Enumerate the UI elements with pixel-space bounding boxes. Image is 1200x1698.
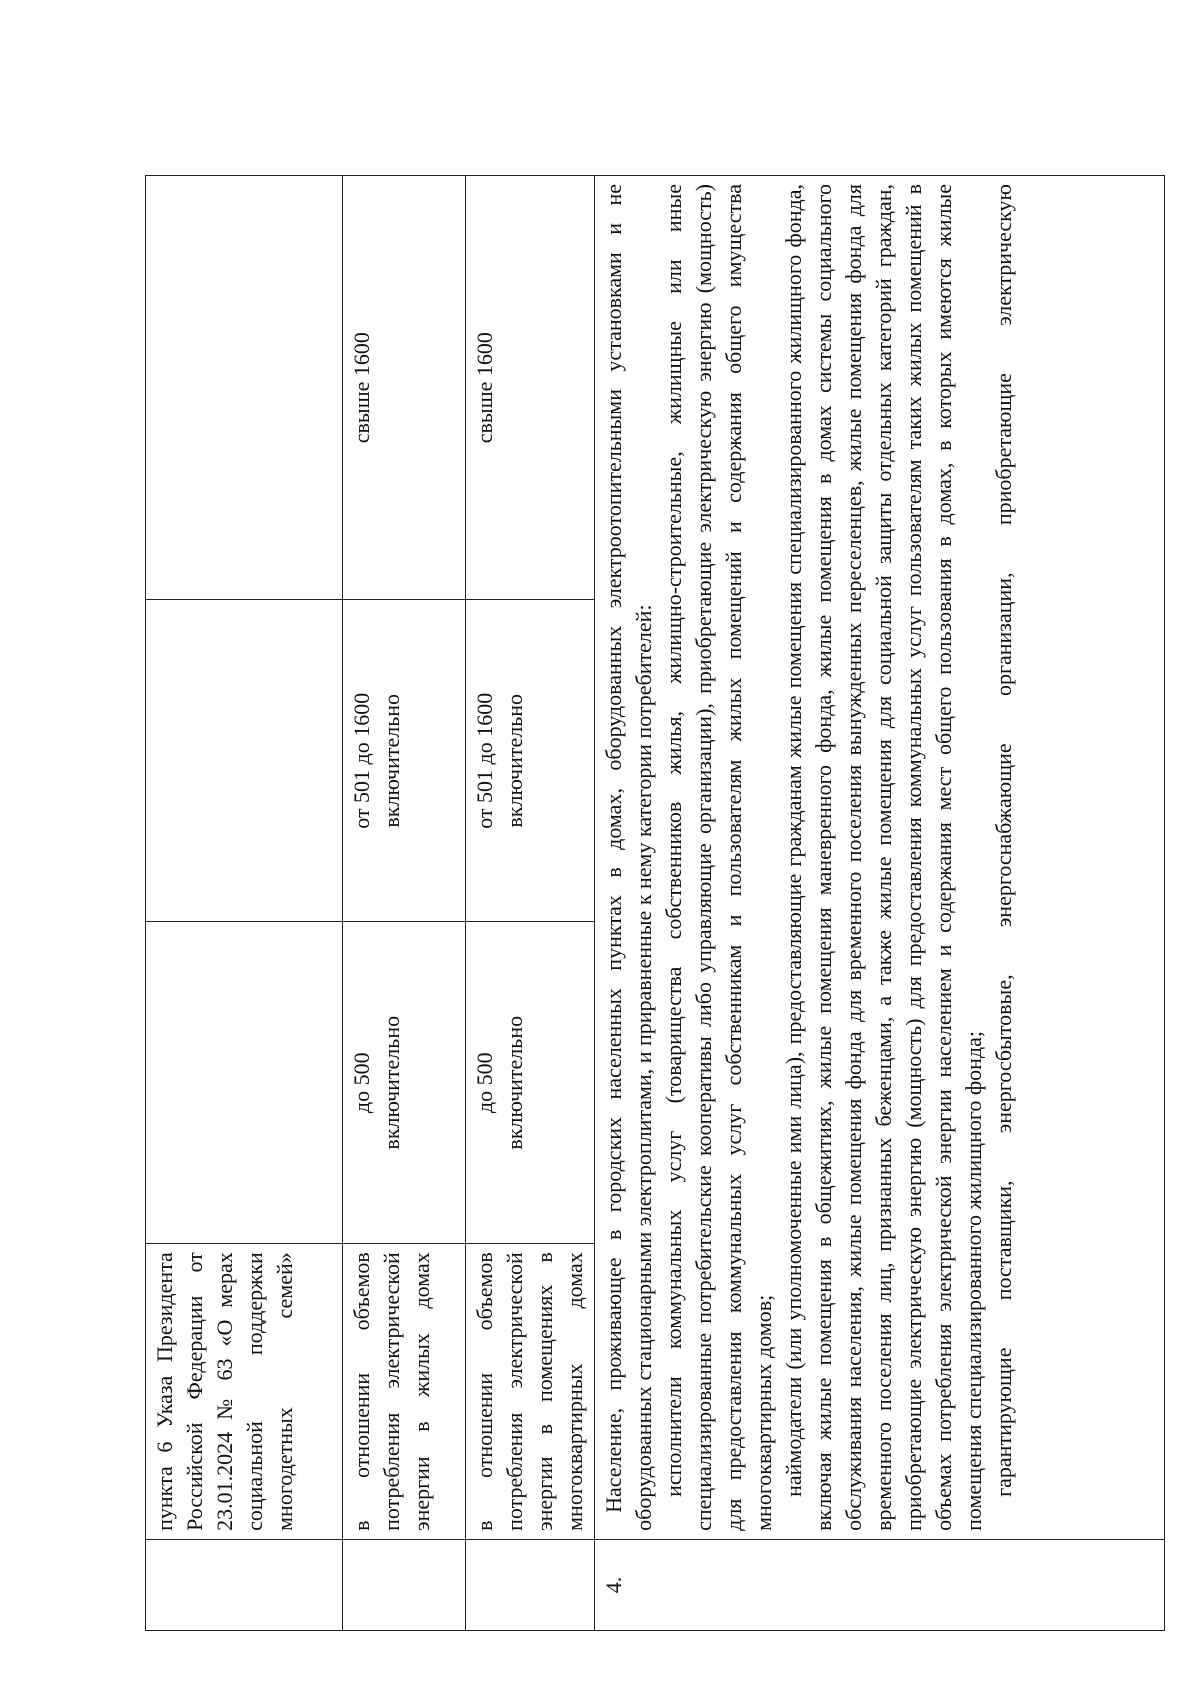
tariff-table [145, 175, 1165, 1631]
value-cell [466, 922, 595, 1244]
value-cell [146, 176, 343, 600]
value-line: до 500 [349, 1052, 374, 1114]
value-cell [343, 922, 466, 1244]
row-number: 4. [595, 1539, 1165, 1630]
description-text: в отношении объемов потребления электрической энергии в жилых домах [349, 1252, 434, 1531]
value-line: включительно [379, 693, 404, 828]
value-cell [343, 600, 466, 922]
value-line: свыше 1600 [472, 332, 497, 444]
paragraph: Население, проживающее в городских населенных пунктах в домах, оборудованных электроотопительными установками и не оборудованных стационарными электроплитами, и приравненные к нему категории потребителей: [601, 184, 656, 1531]
value-line: до 500 [472, 1052, 497, 1114]
value-line: свыше 1600 [349, 332, 374, 444]
paragraph: наймодатели (или уполномоченные ими лица), предоставляющие гражданам жилые помещения специализированного жилищного фонда, включая жилые помещения в общежитиях, жилые помещения маневренного фонда, жилые помещения в домах системы социального обслуживания населения, жилые помещения фонда для временного поселения вынужденных переселенцев, жилые помещения фонда для временного поселения лиц, признанных беженцами, а также жилые помещения для социальной защиты отдельных категорий граждан, приобретающие электрическую энергию (мощность) для предоставления коммунальных услуг пользователям таких жилых помещений в объемах потребления электрической энергии населением и содержания мест общего пользования в домах, в которых имеются жилые помещения специализированного жилищного фонда; [781, 184, 986, 1531]
row-4-text [595, 176, 1165, 1540]
value-line: от 501 до 1600 [472, 692, 497, 829]
row-description [343, 1244, 466, 1540]
value-cell [146, 600, 343, 922]
table-row [466, 176, 595, 1631]
table-row [343, 176, 466, 1631]
table-row [595, 176, 1165, 1631]
value-line: включительно [379, 1015, 404, 1150]
description-text: пункта 6 Указа Президента Российской Федерации от 23.01.2024 № 63 «О мерах социальной поддержки многодетных семей» [152, 1252, 297, 1531]
paragraph: гарантирующие поставщики, энергосбытовые, энергоснабжающие организации, приобретающие электрическую [991, 184, 1016, 1497]
value-cell [146, 922, 343, 1244]
row-description [466, 1244, 595, 1540]
number-cell [343, 1539, 466, 1630]
value-cell [343, 176, 466, 600]
row-description [146, 1244, 343, 1540]
number-cell [466, 1539, 595, 1630]
paragraph: исполнители коммунальных услуг (товарищества собственников жилья, жилищно-строительные, жилищные или иные специализированные потребительские кооперативы либо управляющие организации), приобретающие электрическую энергию (мощность) для предоставления коммунальных услуг собственникам и пользователям жилых помещений и содержания общего имущества многоквартирных домов; [661, 184, 776, 1531]
value-cell [466, 176, 595, 600]
value-line: включительно [502, 693, 527, 828]
value-line: включительно [502, 1015, 527, 1150]
value-cell [466, 600, 595, 922]
rotated-page [145, 175, 1165, 1631]
value-line: от 501 до 1600 [349, 692, 374, 829]
number-cell [146, 1539, 343, 1630]
description-text: в отношении объемов потребления электрической энергии в помещениях в многоквартирных домах [472, 1252, 587, 1531]
table-row [146, 176, 343, 1631]
